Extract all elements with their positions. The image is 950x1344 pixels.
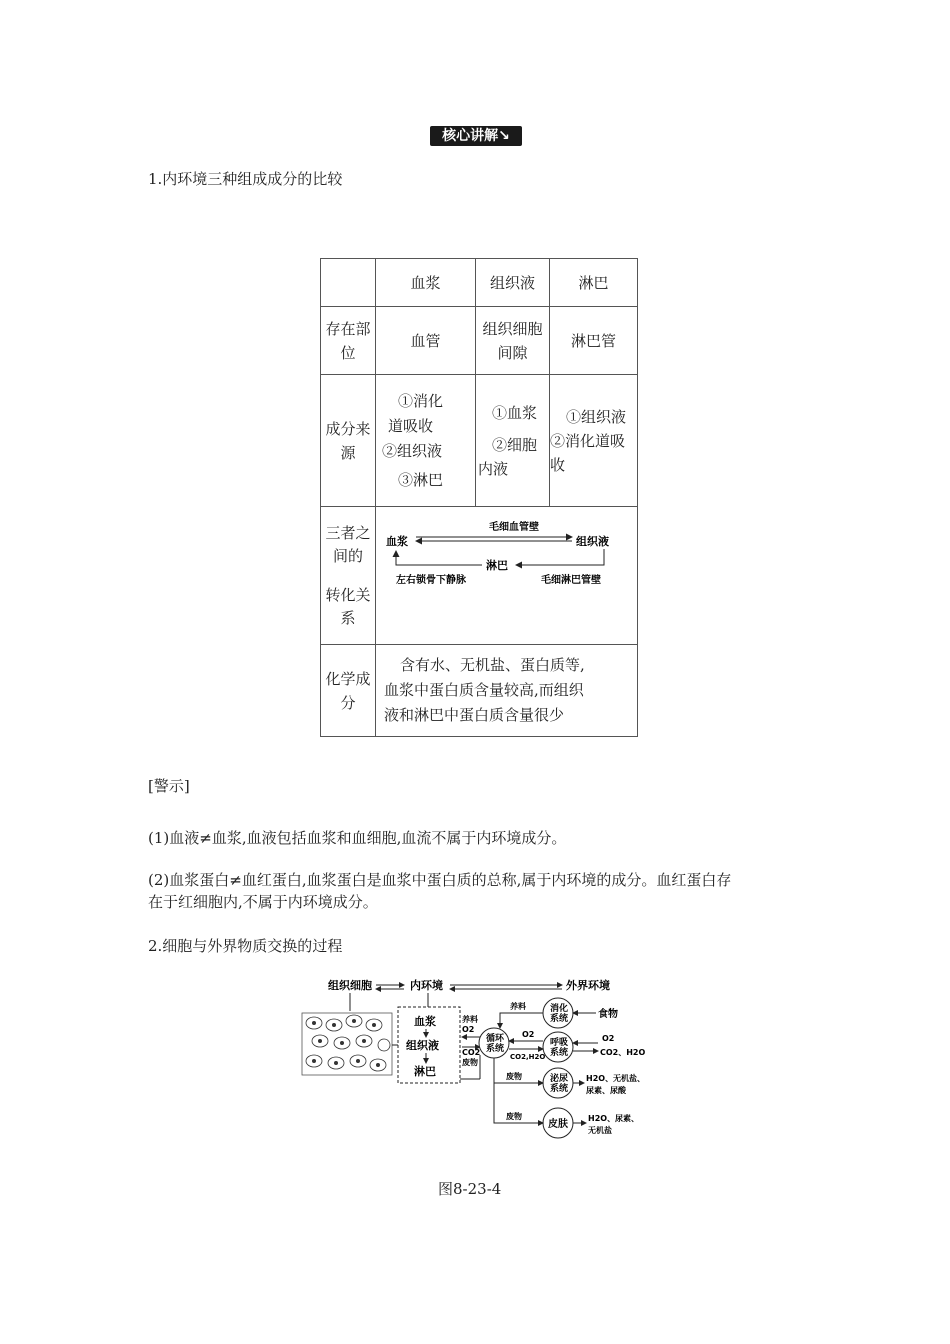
- label-urine-out-2: 尿素、尿酸: [586, 1086, 626, 1095]
- header-lymph: 淋巴: [550, 259, 638, 307]
- chem-composition: 含有水、无机盐、蛋白质等, 血浆中蛋白质含量较高,而组织 液和淋巴中蛋白质含量很少: [376, 645, 638, 737]
- label-skin-out-2: 无机盐: [588, 1126, 612, 1135]
- tissue-source: ①血浆 ②细胞 内液: [476, 375, 550, 507]
- label-respiratory-2: 系统: [550, 1048, 569, 1058]
- label-co2-h2o-mid: CO2,H2O: [510, 1053, 546, 1061]
- tissue-location: 组织细胞 间隙: [476, 307, 550, 375]
- plasma-source: ①消化 道吸收 ②组织液 ③淋巴: [376, 375, 476, 507]
- label-co2-left: CO2: [462, 1048, 481, 1057]
- warning-1: (1)血液≠血浆,血液包括血浆和血细胞,血流不属于内环境成分。: [148, 829, 567, 847]
- label-o2-left: O2: [462, 1025, 475, 1034]
- section-1-title: 1.内环境三种组成成分的比较: [148, 170, 343, 188]
- lymph-location: 淋巴管: [550, 307, 638, 375]
- label-urine-out-1: H2O、无机盐、: [586, 1074, 646, 1083]
- label-urinary-1: 泌尿: [550, 1074, 569, 1084]
- label-circulation-2: 系统: [486, 1044, 505, 1054]
- label-waste-urinary: 废物: [506, 1072, 522, 1081]
- label-internal-env: 内环境: [410, 979, 443, 992]
- diagram-lymph: 淋巴: [486, 559, 508, 572]
- tissue-cells-illustration: [302, 1013, 392, 1075]
- label-lymph: 淋巴: [414, 1065, 436, 1078]
- label-digestive-1: 消化: [550, 1004, 569, 1014]
- label-co2-h2o-out: CO2、H2O: [600, 1048, 646, 1057]
- arrow-lymph-to-plasma: [396, 551, 482, 565]
- label-skin: 皮肤: [548, 1119, 568, 1130]
- label-food: 食物: [598, 1009, 618, 1020]
- transformation-diagram: [376, 507, 629, 637]
- exchange-process-figure: [300, 975, 660, 1145]
- label-tissue-cell: 组织细胞: [328, 979, 372, 992]
- header-plasma: 血浆: [376, 259, 476, 307]
- diagram-tissue: 组织液: [576, 535, 609, 548]
- label-waste-left: 废物: [462, 1058, 478, 1067]
- row-label-source: 成分来 源: [321, 375, 376, 507]
- label-external-env: 外界环境: [566, 979, 610, 992]
- label-circulation-1: 循环: [486, 1034, 505, 1044]
- core-explanation-banner: 核心讲解↘: [430, 126, 522, 146]
- label-o2-mid: O2: [522, 1030, 535, 1039]
- section-2-title: 2.细胞与外界物质交换的过程: [148, 937, 343, 955]
- figure-caption: 图8-23-4: [438, 1180, 502, 1198]
- warning-2-line-1: (2)血浆蛋白≠血红蛋白,血浆蛋白是血浆中蛋白质的总称,属于内环境的成分。血红蛋白存: [148, 871, 732, 889]
- label-o2-right: O2: [602, 1034, 615, 1043]
- row-label-location: 存在部 位: [321, 307, 376, 375]
- label-urinary-2: 系统: [550, 1084, 569, 1094]
- warning-title: [警示]: [148, 777, 190, 795]
- label-digestive-2: 系统: [550, 1014, 569, 1024]
- diagram-vein: 左右锁骨下静脉: [396, 575, 466, 586]
- lymph-source: ①组织液 ②消化道吸 收: [550, 375, 638, 507]
- diagram-capillary-wall: 毛细血管壁: [489, 522, 539, 533]
- row-label-relation: 三者之 间的 转化关 系: [321, 507, 376, 645]
- label-waste-skin: 废物: [506, 1112, 522, 1121]
- label-tissue-fluid: 组织液: [406, 1039, 439, 1052]
- warning-2-line-2: 在于红细胞内,不属于内环境成分。: [148, 893, 378, 911]
- label-nutrients-left: 养料: [462, 1015, 478, 1024]
- arrow-tissue-to-lymph: [516, 549, 604, 565]
- plasma-location: 血管: [376, 307, 476, 375]
- label-skin-out-1: H2O、尿素、: [588, 1114, 640, 1123]
- row-label-chem: 化学成 分: [321, 645, 376, 737]
- diagram-lymph-capillary-wall: 毛细淋巴管壁: [541, 575, 601, 586]
- header-tissue-fluid: 组织液: [476, 259, 550, 307]
- table-corner-cell: [321, 259, 376, 307]
- diagram-plasma: 血浆: [386, 535, 408, 548]
- label-nutrients-top: 养料: [510, 1002, 526, 1011]
- relation-diagram-cell: [376, 507, 638, 645]
- label-plasma: 血浆: [414, 1015, 436, 1028]
- label-respiratory-1: 呼吸: [550, 1038, 569, 1048]
- comparison-table: [320, 258, 638, 737]
